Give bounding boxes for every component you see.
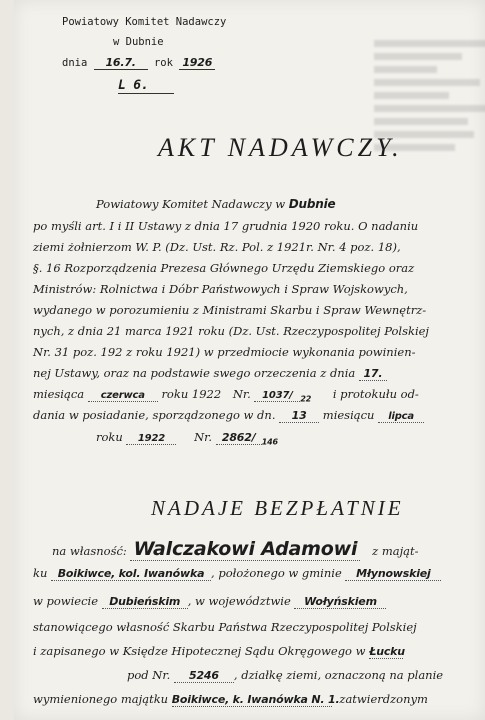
estate-name: Boikiwce, kol. Iwanówka [51, 567, 211, 581]
body-line-11-text: dania w posiadanie, sporządzonego w dn. [33, 408, 276, 422]
wojewodztwo-name: Wołyńskiem [294, 595, 386, 609]
decision-nr-label: Nr. [232, 387, 251, 401]
date-mid: rok [153, 57, 173, 69]
committee-place-handwritten: Dubnie [288, 197, 336, 211]
body-line-9 [33, 366, 387, 381]
recipient-name: Walczakowi Adamowi [130, 538, 360, 561]
decision-day: 17. [359, 367, 387, 381]
body-line-1-text: Powiatowy Komitet Nadawczy w [96, 197, 286, 211]
date-day-month: 16.7. [94, 56, 148, 70]
zatwierdzonym-label: zatwierdzonym [339, 692, 428, 706]
decision-number-sub: 22 [300, 394, 312, 404]
z-majatku-label: z mająt- [372, 544, 419, 558]
committee-name: Powiatowy Komitet Nadawczy [62, 16, 227, 28]
date-year: 1926 [179, 56, 215, 70]
powiat-name: Dubieńskim [102, 595, 188, 609]
grant-line-3 [33, 594, 386, 609]
protocol-number-sub: 146 [261, 437, 278, 447]
body-line-4: §. 16 Rozporządzenia Prezesa Głównego Urzędu Ziemskiego oraz [33, 261, 415, 275]
grant-line-6 [127, 668, 443, 683]
decision-year: roku 1922 [161, 387, 222, 401]
grant-line-7 [33, 692, 428, 707]
body-line-10-end: i protokułu od- [332, 387, 419, 401]
body-line-3: ziemi żołnierzom W. P. (Dz. Ust. Rz. Pol. z 1921r. Nr. 4 poz. 18), [33, 240, 401, 254]
grant-line-5 [33, 644, 403, 659]
ku-label: ku [33, 566, 48, 580]
grant-heading: NADAJE BEZPŁATNIE [151, 496, 404, 520]
document-title: AKT NADAWCZY. [158, 133, 403, 162]
miesiaca-label: miesiąca [33, 387, 85, 401]
protocol-month: lipca [378, 411, 424, 423]
body-line-11 [33, 408, 424, 423]
roku-label: roku [96, 430, 123, 444]
plan-reference: Boikiwce, k. Iwanówka N. 1. [171, 693, 340, 706]
decision-number: 1037/ [254, 390, 300, 402]
body-line-12 [96, 430, 278, 446]
grant-line-4: stanowiącego własność Skarbu Państwa Rzeczypospolitej Polskiej [33, 620, 417, 634]
grant-line-5-text: i zapisanego w Księdze Hipotecznej Sądu Okręgowego w [33, 644, 366, 658]
gmina-text: , położonego w gminie [211, 566, 342, 580]
protocol-number: 2862/ [216, 431, 262, 445]
reference-number: L 6. [118, 78, 174, 94]
grant-line-1 [52, 538, 419, 561]
protocol-nr-label: Nr. [194, 430, 213, 444]
w-powiecie-label: w powiecie [33, 594, 99, 608]
body-line-2: po myśli art. I i II Ustawy z dnia 17 grudnia 1920 roku. O nadaniu [33, 219, 419, 233]
body-line-1 [96, 197, 335, 211]
grant-line-6-text: , działkę ziemi, oznaczoną na planie [233, 668, 444, 682]
document-page [14, 0, 485, 720]
decision-month: czerwca [88, 390, 158, 402]
na-wlasnosc-label: na własność: [52, 544, 127, 558]
miesiacu-label: miesiącu [322, 408, 375, 422]
body-line-8: Nr. 31 poz. 192 z roku 1921) w przedmiocie wykonania powinien- [33, 345, 416, 359]
body-line-10 [33, 387, 419, 403]
body-line-9-text: nej Ustawy, oraz na podstawie swego orzeczenia z dnia [33, 366, 356, 380]
header-date-line [62, 56, 215, 70]
gmina-name: Młynowskiej [345, 567, 441, 581]
date-prefix: dnia [62, 57, 88, 69]
committee-place: w Dubnie [113, 36, 164, 48]
pod-nr-label: pod Nr. [127, 668, 171, 682]
protocol-day: 13 [279, 409, 319, 423]
body-line-5: Ministrów: Rolnictwa i Dóbr Państwowych i Spraw Wojskowych, [33, 282, 408, 296]
protocol-year: 1922 [126, 433, 176, 445]
body-line-6: wydanego w porozumieniu z Ministrami Skarbu i Spraw Wewnętrz- [33, 303, 427, 317]
body-line-7: nych, z dnia 21 marca 1921 roku (Dz. Ust. Rzeczypospolitej Polskiej [33, 324, 429, 338]
mortgage-number: 5246 [174, 669, 234, 683]
grant-line-2 [33, 566, 441, 581]
court-place: Łucku [369, 645, 405, 658]
grant-line-7-text: wymienionego majątku [33, 692, 169, 706]
wojewodztwo-text: , w województwie [187, 594, 291, 608]
